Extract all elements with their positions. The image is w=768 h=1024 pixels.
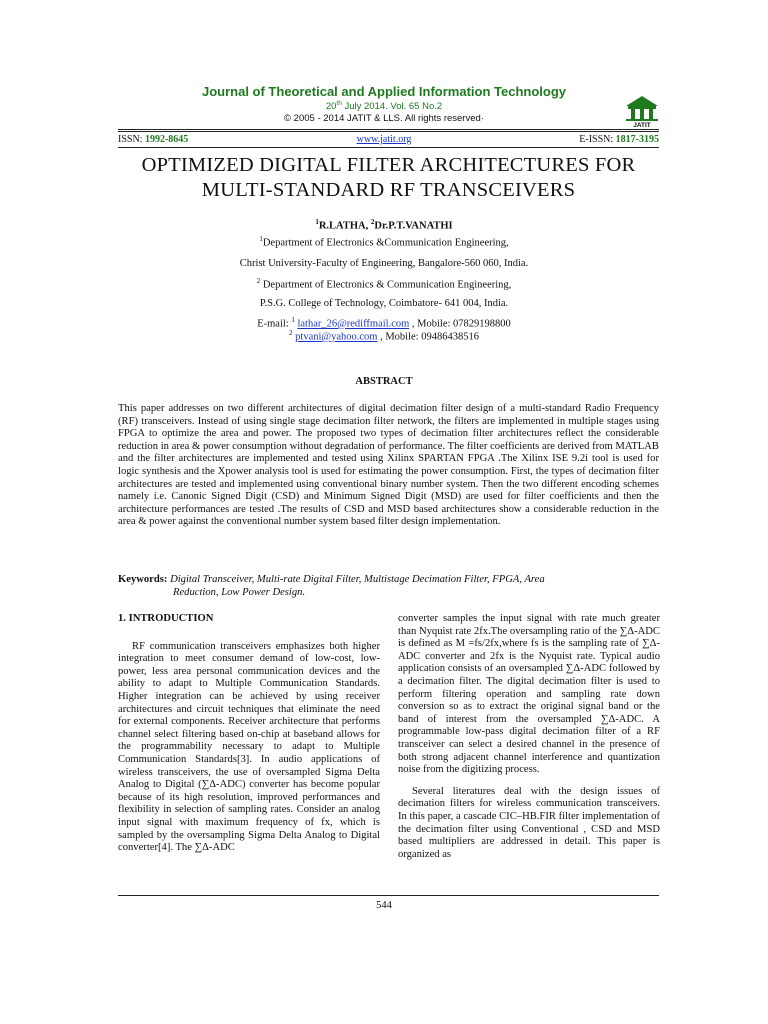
affiliation1-line2: Christ University-Faculty of Engineering, Bangalore-560 060, India. (239, 258, 529, 269)
email-line2 (0, 329, 768, 343)
email1-link[interactable]: lathar_26@rediffmail.com (297, 318, 410, 330)
body-paragraph: RF communication transceivers emphasizes both higher integration to meet consumer demand of low-cost, low-power, less area personal communication devices and the ability to adapt to Multiple Communication Standards. Higher integration can be achieved by using receiver architectures and circuit techniques that eliminate the need for external components. Receiver architecture that performs channel select filtering based on-chip at baseband allows for the programmability necessary to adapt to Multiple Communication Standards[3]. In audio applications of wireless transceivers, the use of oversampled Sigma Delta Analog to Digital (∑Δ-ADC) converter has become popular because of its high resolution, improved performances and flexibility in selection of sampling rates. Consider an analog input signal with maximum frequency of fx, which is sampled by the oversampling Sigma Delta Analog to Digital converter[4]. The ∑Δ-ADC (118, 640, 380, 854)
logo-text: JATIT (633, 122, 651, 128)
website-link[interactable]: www.jatit.org (356, 134, 412, 145)
abstract-text: This paper addresses on two different architectures of digital decimation filter design of a multi-standard Radio Frequency (RF) transceivers. Instead of using single stage decimation filter network, the filters are implemented in multiple stages using FPGA to optimize the area and power. The proposed two types of decimation filter architectures reflect the considerable reduction in area & power consumption without degradation of performance. The filter coefficients are derived from MATLAB and the filter architectures are implemented and tested using Xilinx SPARTAN FPGA .The Xilinx ISE 9.2i tool is used for logic synthesis and the Xpower analysis tool is used for estimating the power consumption. First, the types of decimation filter architectures are tested and implemented using conventional binary number system. Then the two different encoding schemes namely i.e. Canonic Signed Digit (CSD) and Minimum Signed Digit (MSD) are used for filter coefficients and then the architecture performances are tested .The results of CSD and MSD based architectures show a considerable reduction in the area & power against the conventional number system based filter design implementation. (118, 403, 659, 528)
email1-mark: 1 (291, 316, 295, 324)
affiliation2-line1 (0, 277, 768, 291)
aff1-mark: 1 (259, 235, 263, 243)
email-line1 (0, 316, 768, 330)
author1-mark: 1 (315, 218, 319, 226)
left-column (118, 613, 380, 855)
abstract-heading: ABSTRACT (355, 376, 413, 387)
page-number: 544 (376, 900, 392, 911)
issue-day-suffix: th (336, 100, 342, 107)
aff2-text: Department of Electronics & Communication Engineering, (260, 279, 512, 291)
header-rule-top (118, 129, 659, 130)
aff2-mark: 2 (256, 277, 261, 285)
affiliation1-line1 (0, 235, 768, 249)
copyright-line: © 2005 - 2014 JATIT & LLS. All rights reserved· (284, 113, 484, 124)
journal-title: Journal of Theoretical and Applied Information Technology (201, 84, 567, 99)
paper-title (118, 153, 659, 203)
eissn-label: E-ISSN: (579, 134, 616, 145)
issn-label: ISSN: (118, 134, 145, 145)
keywords-text1: Digital Transceiver, Multi-rate Digital Filter, Multistage Decimation Filter, FPGA, Area (167, 574, 545, 585)
body-paragraph: converter samples the input signal with rate much greater than Nyquist rate 2fx.The oversampling ratio of the ∑Δ-ADC is defined as M =fs/2fx,where fs is the sampling rate of ∑Δ-ADC converter and 2fx is the Nyquist rate. Typical audio application consists of an oversampled ∑Δ-ADC followed by a decimation filter. The digital decimation filter is used to perform filtering operation and sampling rate down conversion so as to extract the original signal band or the band of interest from the oversampled ∑Δ-ADC. A programmable low-pass digital decimation filter of a RF transceiver can select a desired channel in the presence of both strong adjacent channel interference and quantization noise from the digitizing process. (398, 613, 660, 776)
keywords-line1 (118, 573, 659, 586)
right-column (398, 613, 660, 861)
header-rule-bottom (118, 147, 659, 148)
issn-number: 1992-8645 (144, 134, 189, 145)
keywords-line2: Reduction, Low Power Design. (173, 587, 306, 598)
keywords (118, 573, 659, 599)
jatit-logo-icon (622, 92, 662, 128)
author1: R.LATHA, (318, 220, 371, 232)
authors (0, 218, 768, 232)
header-rule-top-thin (118, 131, 659, 132)
aff1-text: Department of Electronics &Communication Engineering, (262, 237, 509, 249)
author2: Dr.P.T.VANATHI (374, 220, 453, 232)
issue-rest: July 2014. Vol. 65 No.2 (341, 101, 443, 113)
body-paragraph: Several literatures deal with the design issues of decimation filters for wireless communication transceivers. In this paper, a cascade CIC–HB.FIR filter implementation of the decimation filter using Conventional , CSD and MSD based multipliers are addressed in detail. This paper is organized as (398, 785, 660, 860)
section-heading-introduction: 1. INTRODUCTION (118, 613, 214, 624)
eissn-number: 1817-3195 (615, 134, 659, 145)
footer-rule (118, 895, 659, 896)
issue-day: 20 (325, 101, 337, 113)
keywords-label: Keywords: (118, 574, 168, 585)
email2-mark: 2 (289, 329, 293, 337)
mobile2: , Mobile: 09486438516 (377, 331, 479, 343)
email2-link[interactable]: ptvani@yahoo.com (295, 331, 378, 343)
author2-mark: 2 (370, 218, 375, 226)
eissn (535, 134, 659, 145)
email-label: E-mail: (257, 318, 292, 330)
mobile1: , Mobile: 07829198800 (409, 318, 511, 330)
paper-title-line1: OPTIMIZED DIGITAL FILTER ARCHITECTURES FOR (141, 154, 636, 176)
paper-title-line2: MULTI-STANDARD RF TRANSCEIVERS (201, 179, 576, 201)
affiliation2-line2: P.S.G. College of Technology, Coimbatore- 641 004, India. (259, 298, 509, 309)
